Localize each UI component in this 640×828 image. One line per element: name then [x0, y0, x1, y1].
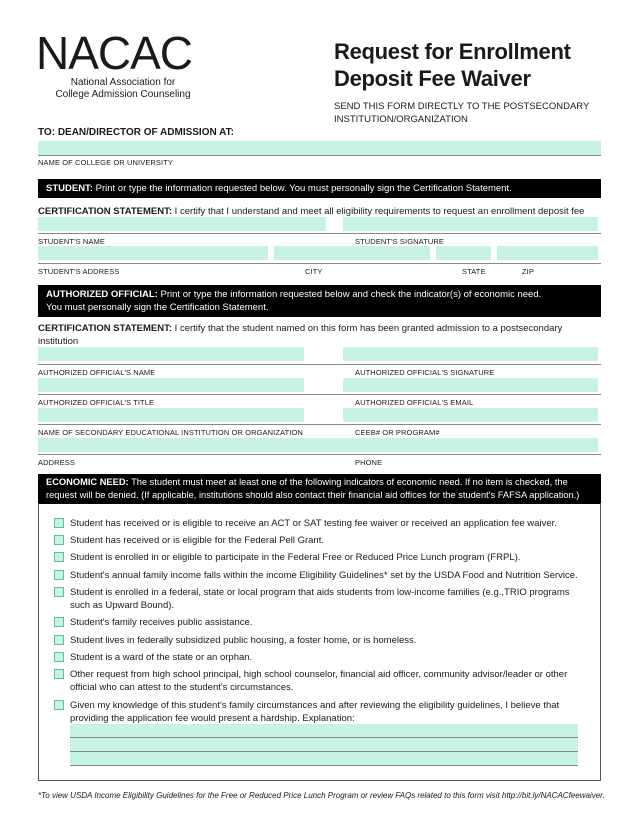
send-line1: SEND THIS FORM DIRECTLY TO THE POSTSECONDARY [334, 101, 590, 112]
official-title-field[interactable] [38, 378, 304, 392]
official-section-bar [38, 285, 601, 317]
official-cert-bold: CERTIFICATION STATEMENT: [38, 323, 173, 334]
institution-name-field[interactable] [38, 408, 304, 422]
economic-checkbox-2[interactable] [54, 535, 64, 545]
institution-line [38, 424, 601, 425]
economic-item-1 [54, 517, 584, 530]
explanation-line-3 [70, 765, 578, 766]
official-phone-label: PHONE [355, 458, 383, 467]
official-bar-text: Print or type the information requested below and check the indicator(s) of economic need. [157, 289, 542, 300]
economic-item-4 [54, 569, 584, 582]
economic-checkbox-4[interactable] [54, 570, 64, 580]
student-name-label: STUDENT'S NAME [38, 237, 106, 246]
student-zip-label: ZIP [522, 267, 534, 276]
student-cert-text: I certify that I understand and meet all eligibility requirements to request an enrollment deposit fee [174, 206, 585, 217]
title-line1: Request for Enrollment [334, 39, 571, 64]
official-phone-field[interactable] [343, 438, 598, 452]
economic-item-5-label: Student is enrolled in a federal, state or local program that aids students from low-income families (e.g.,TRIO programs such as Upward Bound). [70, 587, 570, 611]
official-cert-text: I certify that the student named on this form has been granted admission to a postsecondary institution [38, 323, 563, 347]
economic-checkbox-6[interactable] [54, 617, 64, 627]
official-title-label: AUTHORIZED OFFICIAL'S TITLE [38, 398, 155, 407]
college-name-line [38, 155, 601, 156]
college-name-label: NAME OF COLLEGE OR UNIVERSITY [38, 158, 174, 167]
economic-section-bar [38, 474, 601, 504]
official-bar-line2: You must personally sign the Certification Statement. [46, 302, 269, 313]
nacac-logo: NACAC [36, 27, 193, 79]
economic-item-7-label: Student lives in federally subsidized public housing, a foster home, or is homeless. [70, 635, 417, 646]
student-city-field[interactable] [274, 246, 430, 260]
page-title [334, 38, 571, 92]
official-email-field[interactable] [343, 378, 598, 392]
economic-item-3-label: Student is enrolled in or eligible to participate in the Federal Free or Reduced Price Lunch program (FRPL). [70, 552, 521, 563]
student-state-field[interactable] [436, 246, 491, 260]
economic-item-10-label: Given my knowledge of this student's family circumstances and after reviewing the eligibility guidelines, I believe that providing the application fee would present a hardship. Explanation: [70, 700, 560, 724]
send-instructions [334, 100, 594, 126]
student-bar-text: Print or type the information requested below. You must personally sign the Certification Statement. [92, 183, 512, 194]
economic-item-6 [54, 616, 584, 629]
explanation-field[interactable] [70, 724, 578, 766]
economic-item-3 [54, 551, 584, 564]
economic-bar-bold: ECONOMIC NEED: [46, 477, 129, 487]
economic-bar-line2: request will be denied. (If applicable, institutions should also contact their financial aid offices for the student's FAFSA application.) [46, 490, 580, 500]
student-signature-label: STUDENT'S SIGNATURE [355, 237, 445, 246]
official-signature-label: AUTHORIZED OFFICIAL'S SIGNATURE [355, 368, 495, 377]
economic-item-2 [54, 534, 584, 547]
economic-item-6-label: Student's family receives public assistance. [70, 617, 253, 628]
student-name-field[interactable] [38, 217, 326, 231]
economic-item-10 [54, 699, 584, 725]
official-title-line [38, 394, 601, 395]
student-address-line [38, 263, 601, 264]
student-state-label: STATE [462, 267, 486, 276]
official-name-line [38, 364, 601, 365]
student-name-line [38, 233, 601, 234]
student-address-label: STUDENT'S ADDRESS [38, 267, 120, 276]
official-bar-line1 [46, 288, 593, 301]
economic-checkbox-1[interactable] [54, 518, 64, 528]
official-address-label: ADDRESS [38, 458, 75, 467]
economic-item-8-label: Student is a ward of the state or an orphan. [70, 652, 253, 663]
economic-checkbox-5[interactable] [54, 587, 64, 597]
footnote: *To view USDA Income Eligibility Guidelines for the Free or Reduced Price Lunch Program or review FAQs related to this form visit http://bit.ly/NACACfeewaiver. [38, 791, 605, 800]
official-address-line [38, 454, 601, 455]
student-zip-field[interactable] [497, 246, 598, 260]
official-address-field[interactable] [38, 438, 345, 452]
title-line2: Deposit Fee Waiver [334, 66, 531, 91]
economic-checkbox-8[interactable] [54, 652, 64, 662]
economic-item-8 [54, 651, 584, 664]
economic-item-7 [54, 634, 584, 647]
student-bar-bold: STUDENT: [46, 183, 93, 194]
economic-item-5 [54, 586, 584, 612]
student-city-label: CITY [305, 267, 323, 276]
student-address-field[interactable] [38, 246, 268, 260]
economic-item-2-label: Student has received or is eligible for the Federal Pell Grant. [70, 535, 324, 546]
economic-item-9 [54, 668, 584, 694]
official-name-field[interactable] [38, 347, 304, 361]
institution-name-label: NAME OF SECONDARY EDUCATIONAL INSTITUTION OR ORGANIZATION [38, 428, 303, 437]
economic-checkbox-9[interactable] [54, 669, 64, 679]
economic-checkbox-3[interactable] [54, 552, 64, 562]
official-name-label: AUTHORIZED OFFICIAL'S NAME [38, 368, 156, 377]
economic-bar-text: The student must meet at least one of the following indicators of economic need. If no item is checked, the [128, 477, 568, 487]
ceeb-field[interactable] [343, 408, 598, 422]
official-email-label: AUTHORIZED OFFICIAL'S EMAIL [355, 398, 474, 407]
economic-item-1-label: Student has received or is eligible to receive an ACT or SAT testing fee waiver or received an application fee waiver. [70, 518, 557, 529]
student-cert-bold: CERTIFICATION STATEMENT: [38, 206, 173, 217]
official-bar-bold: AUTHORIZED OFFICIAL: [46, 289, 158, 300]
logo-subtitle-line1: National Association for [70, 77, 176, 88]
economic-item-4-label: Student's annual family income falls within the income Eligibility Guidelines* set by the USDA Food and Nutrition Service. [70, 570, 578, 581]
logo-subtitle [48, 77, 198, 101]
economic-checkbox-7[interactable] [54, 635, 64, 645]
student-signature-field[interactable] [343, 217, 598, 231]
explanation-line-1 [70, 737, 578, 738]
official-cert-line1 [38, 322, 598, 348]
to-label: TO: DEAN/DIRECTOR OF ADMISSION AT: [38, 127, 234, 138]
official-signature-field[interactable] [343, 347, 598, 361]
economic-item-9-label: Other request from high school principal, high school counselor, financial aid officer, community advisor/leader or other official who can attest to the student's circumstances. [70, 669, 568, 693]
ceeb-label: CEEB# OR PROGRAM# [355, 428, 440, 437]
economic-bar-line1 [46, 476, 593, 489]
explanation-line-2 [70, 751, 578, 752]
student-section-bar [38, 179, 601, 198]
college-name-field[interactable] [38, 141, 601, 155]
economic-checkbox-10[interactable] [54, 700, 64, 710]
send-line2: INSTITUTION/ORGANIZATION [334, 114, 468, 125]
logo-subtitle-line2: College Admission Counseling [55, 89, 191, 100]
